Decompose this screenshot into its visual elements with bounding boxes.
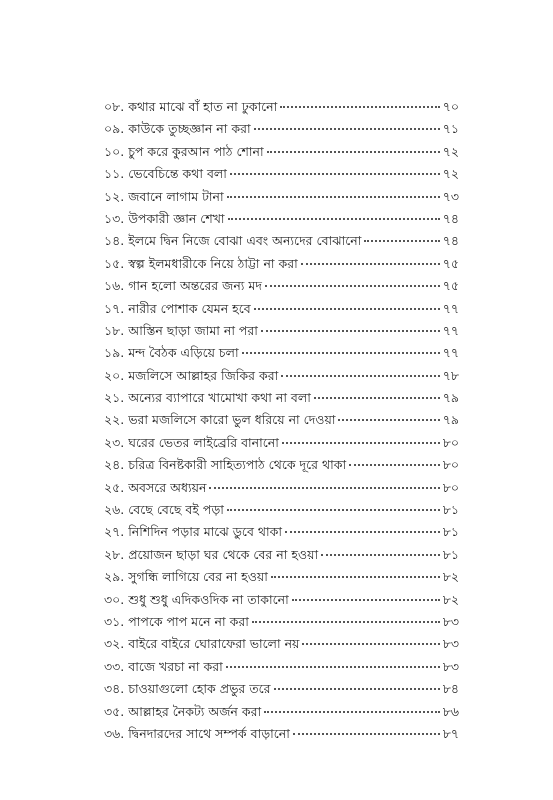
dot-leader (264, 711, 440, 713)
toc-entry-number: ২৬. (104, 502, 125, 518)
dot-leader (338, 419, 439, 421)
toc-entry-number: ২০. (104, 367, 125, 383)
dot-leader (293, 733, 440, 735)
toc-entry (104, 365, 459, 387)
toc-entry (104, 298, 459, 320)
toc-entry-page-number: ৭০ (442, 99, 459, 114)
toc-entry (104, 678, 459, 700)
toc-entry-number: ১২. (104, 188, 125, 204)
dot-leader (265, 285, 440, 287)
toc-entry-number: ১৬. (104, 278, 125, 294)
toc-entry (104, 611, 459, 633)
toc-entry (104, 163, 459, 185)
toc-entry-title: উপকারী জ্ঞান শেখা (128, 210, 225, 226)
toc-entry-page-number: ৮৪ (442, 681, 459, 697)
toc-entry (104, 387, 459, 409)
toc-entry-title: জবানে লাগাম টানা (128, 188, 224, 204)
toc-entry-page-number: ৭৪ (442, 233, 459, 249)
toc-entry-title: প্রয়োজন ছাড়া ঘর থেকে বের না হওয়া (128, 546, 319, 562)
toc-entry-number: ৩২. (104, 636, 125, 652)
dot-leader (228, 218, 440, 220)
toc-entry-page-number: ৭৭ (442, 300, 459, 316)
dot-leader (227, 509, 440, 511)
dot-leader (321, 554, 440, 556)
toc-entry-number: ১৩. (104, 210, 125, 226)
toc-entry-title: ভেবেচিন্তে কথা বলা (128, 166, 227, 182)
toc-entry-page-number: ৭৯ (442, 390, 459, 406)
dot-leader (282, 442, 440, 444)
toc-entry (104, 701, 459, 723)
dot-leader (230, 173, 440, 175)
toc-entry-title: কথার মাঝে বাঁ হাত না ঢুকানো (128, 99, 278, 114)
toc-entry (104, 230, 459, 252)
toc-entry-title: ভরা মজলিসে কারো ভুল ধরিয়ে না দেওয়া (128, 412, 336, 428)
toc-entry-page-number: ৭৪ (442, 210, 459, 226)
dot-leader (271, 576, 440, 578)
toc-entry-number: ৩৪. (104, 681, 125, 697)
toc-entry-title: চুপ করে কুরআন পাঠ শোনা (128, 143, 264, 159)
toc-entry-number: ০৯. (104, 121, 125, 137)
toc-entry-number: ২২. (104, 412, 125, 428)
toc-entry-page-number: ৮৩ (442, 658, 459, 674)
toc-entry-title: বেছে বেছে বই পড়া (128, 502, 224, 518)
dot-leader (292, 599, 440, 601)
table-of-contents (104, 96, 459, 745)
toc-entry-number: ৩৩. (104, 658, 125, 674)
toc-entry (104, 566, 459, 588)
toc-entry-number: ৩৬. (104, 725, 125, 741)
toc-entry-page-number: ৮১ (442, 546, 459, 562)
toc-entry-page-number: ৮০ (442, 434, 459, 450)
toc-entry-title: আল্লাহর নৈকট্য অর্জন করা (128, 703, 262, 719)
toc-entry (104, 432, 459, 454)
toc-entry-page-number: ৭২ (442, 143, 459, 159)
toc-entry-title: চরিত্র বিনষ্টকারী সাহিত্যপাঠ থেকে দূরে থাকা (128, 457, 347, 473)
toc-entry-title: নিশিদিন পড়ার মাঝে ডুবে থাকা (128, 524, 282, 540)
dot-leader (280, 106, 439, 108)
toc-entry-page-number: ৭৫ (442, 255, 459, 271)
toc-entry (104, 141, 459, 163)
dot-leader (349, 464, 440, 466)
toc-entry-number: ১৮. (104, 322, 125, 338)
toc-entry-title: বাজে খরচা না করা (128, 658, 223, 674)
toc-entry-number: ১০. (104, 143, 125, 159)
toc-entry-number: ২৩. (104, 434, 125, 450)
toc-entry (104, 521, 459, 543)
toc-entry-number: ৩০. (104, 591, 125, 607)
toc-entry-number: ২৮. (104, 546, 125, 562)
toc-entry (104, 320, 459, 342)
dot-leader (274, 688, 440, 690)
toc-entry-number: ২৪. (104, 457, 125, 473)
dot-leader (254, 308, 440, 310)
toc-entry-page-number: ৭৭ (442, 322, 459, 338)
toc-entry-title: মন্দ বৈঠক এড়িয়ে চলা (128, 345, 239, 361)
toc-entry (104, 633, 459, 655)
dot-leader (254, 128, 440, 130)
dot-leader (227, 196, 440, 198)
toc-entry-title: নারীর পোশাক যেমন হবে (128, 300, 251, 316)
toc-entry-number: ৩১. (104, 613, 125, 629)
toc-entry (104, 454, 459, 476)
dot-leader (261, 330, 440, 332)
dot-leader (226, 666, 440, 668)
toc-entry-title: মজলিসে আল্লাহর জিকির করা (128, 367, 279, 383)
toc-entry (104, 589, 459, 611)
toc-entry-page-number: ৭৭ (442, 345, 459, 361)
toc-entry-page-number: ৮১ (442, 524, 459, 540)
toc-entry-number: ২৫. (104, 479, 125, 495)
toc-entry-title: সুগন্ধি লাগিয়ে বের না হওয়া (128, 569, 268, 585)
toc-entry (104, 208, 459, 230)
toc-entry-title: শুধু শুধু এদিকওদিক না তাকানো (128, 591, 289, 607)
toc-entry-number: ৩৫. (104, 703, 125, 719)
toc-entry (104, 253, 459, 275)
toc-entry-page-number: ৭৫ (442, 278, 459, 294)
toc-entry-number: ১৭. (104, 300, 125, 316)
toc-entry-page-number: ৮০ (442, 457, 459, 473)
toc-entry (104, 544, 459, 566)
toc-entry-page-number: ৭২ (442, 166, 459, 182)
toc-entry-number: ১৫. (104, 255, 125, 271)
toc-entry-number: ২৭. (104, 524, 125, 540)
toc-entry-number: ১১. (104, 166, 125, 182)
toc-entry-number: ১৪. (104, 233, 125, 249)
toc-entry-page-number: ৮২ (442, 591, 459, 607)
dot-leader (302, 643, 439, 645)
toc-entry-page-number: ৮৩ (442, 636, 459, 652)
toc-entry-title: স্বল্প ইলমধারীকে নিয়ে ঠাট্টা না করা (128, 255, 298, 271)
toc-entry-title: ইলমে দ্বিন নিজে বোঝা এবং অন্যদের বোঝানো (128, 233, 362, 249)
toc-entry (104, 723, 459, 745)
dot-leader (314, 397, 440, 399)
toc-entry-title: কাউকে তুচ্ছজ্ঞান না করা (128, 121, 251, 137)
toc-entry-page-number: ৭৩ (442, 188, 459, 204)
toc-entry (104, 409, 459, 431)
toc-entry (104, 656, 459, 678)
toc-entry-page-number: ৮৭ (442, 725, 459, 741)
toc-entry-page-number: ৮৬ (442, 703, 459, 719)
toc-entry-page-number: ৭৯ (442, 412, 459, 428)
dot-leader (242, 352, 440, 354)
toc-entry (104, 342, 459, 364)
toc-entry (104, 499, 459, 521)
dot-leader (301, 263, 440, 265)
toc-entry (104, 275, 459, 297)
toc-entry-title: পাপকে পাপ মনে না করা (128, 613, 249, 629)
toc-entry-title: চাওয়াগুলো হোক প্রভুর তরে (128, 681, 271, 697)
toc-entry-number: ০৮. (104, 99, 125, 114)
toc-entry-number: ১৯. (104, 345, 125, 361)
toc-entry (104, 186, 459, 208)
toc-entry-title: আস্তিন ছাড়া জামা না পরা (128, 322, 258, 338)
toc-entry-number: ২৯. (104, 569, 125, 585)
toc-entry-title: দ্বিনদারদের সাথে সম্পর্ক বাড়ানো (128, 725, 290, 741)
toc-entry (104, 96, 459, 118)
toc-entry-title: অন্যের ব্যাপারে খামোখা কথা না বলা (128, 390, 311, 406)
dot-leader (281, 375, 440, 377)
toc-entry-page-number: ৭৮ (442, 367, 459, 383)
toc-entry-number: ২১. (104, 390, 125, 406)
dot-leader (364, 240, 439, 242)
toc-entry-title: গান হলো অন্তরের জন্য মদ (128, 278, 262, 294)
dot-leader (267, 151, 440, 153)
toc-entry-title: অবসরে অধ্যয়ন (128, 479, 207, 495)
toc-entry (104, 477, 459, 499)
toc-entry-page-number: ৮০ (442, 479, 459, 495)
dot-leader (209, 487, 439, 489)
toc-entry-page-number: ৮২ (442, 569, 459, 585)
toc-entry-page-number: ৮৩ (442, 613, 459, 629)
dot-leader (252, 621, 440, 623)
toc-entry-page-number: ৭১ (442, 121, 459, 137)
toc-entry-page-number: ৮১ (442, 502, 459, 518)
toc-entry (104, 118, 459, 140)
toc-entry-title: বাইরে বাইরে ঘোরাফেরা ভালো নয় (128, 636, 300, 652)
toc-entry-title: ঘরের ভেতর লাইব্রেরি বানানো (128, 434, 279, 450)
dot-leader (285, 531, 440, 533)
